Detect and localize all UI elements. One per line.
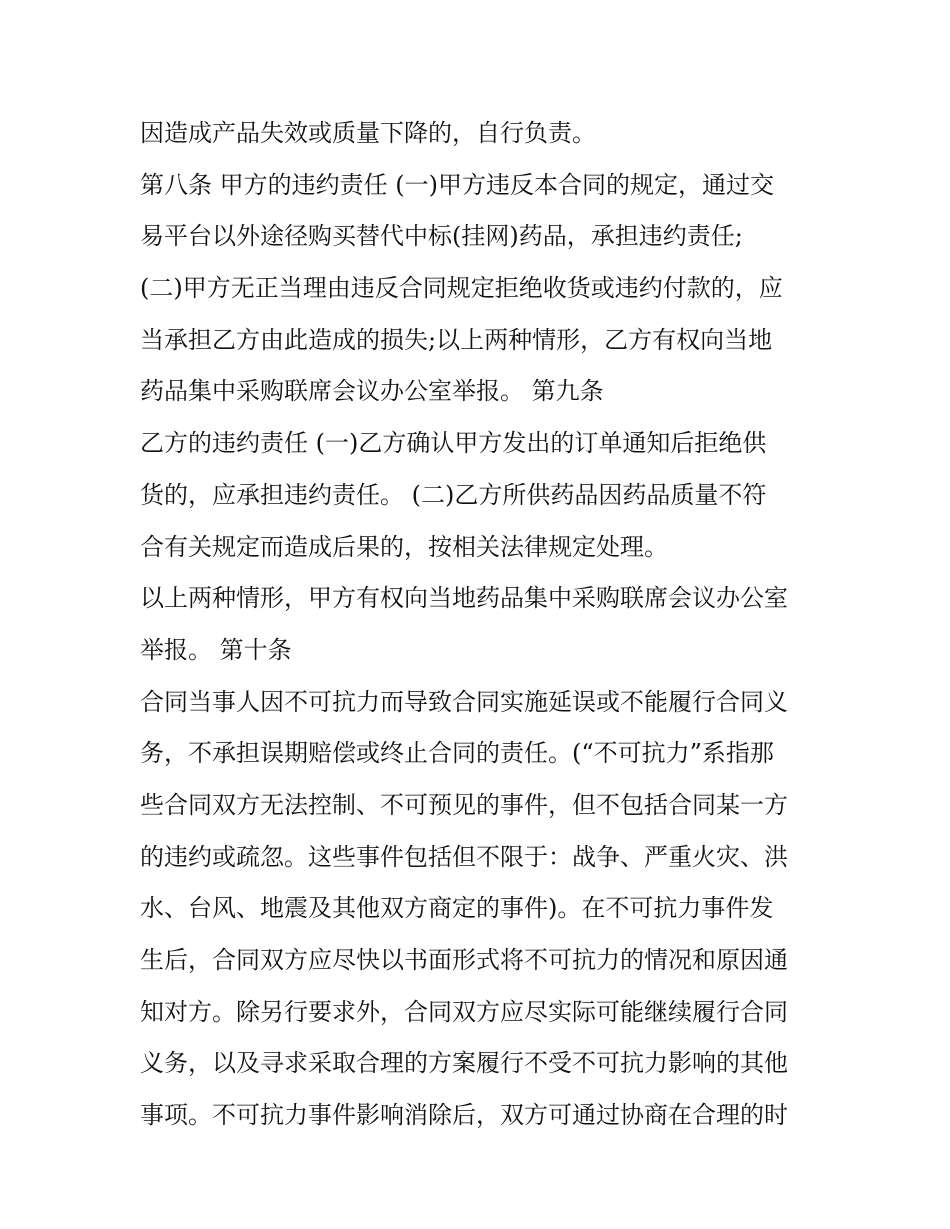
text-line: 当承担乙方由此造成的损失;以上两种情形，乙方有权向当地 [140, 325, 773, 354]
text-line: 些合同双方无法控制、不可预见的事件，但不包括合同某一方 [140, 790, 788, 819]
text-line: 的违约或疏忽。这些事件包括但不限于：战争、严重火灾、洪 [140, 842, 788, 871]
text-line: (二)甲方无正当理由违反合同规定拒绝收货或违约付款的，应 [140, 274, 783, 303]
text-line: 合同当事人因不可抗力而导致合同实施延误或不能履行合同义 [140, 687, 788, 716]
text-line: 知对方。除另行要求外，合同双方应尽实际可能继续履行合同 [140, 997, 788, 1026]
text-line: 易平台以外途径购买替代中标(挂网)药品，承担违约责任; [140, 222, 743, 251]
document-body [140, 108, 830, 1142]
text-line: 生后，合同双方应尽快以书面形式将不可抗力的情况和原因通 [140, 946, 788, 974]
text-line: 药品集中采购联席会议办公室举报。 第九条 [140, 377, 604, 406]
text-line: 举报。 第十条 [140, 635, 292, 664]
text-line: 务，不承担误期赔偿或终止合同的责任。(“不可抗力”系指那 [140, 739, 774, 768]
text-line: 货的，应承担违约责任。 (二)乙方所供药品因药品质量不符 [140, 480, 767, 509]
text-line: 第八条 甲方的违约责任 (一)甲方违反本合同的规定，通过交 [140, 170, 774, 199]
text-line: 以上两种情形，甲方有权向当地药品集中采购联席会议办公室 [140, 584, 788, 613]
text-line: 事项。不可抗力事件影响消除后，双方可通过协商在合理的时 [140, 1101, 788, 1130]
text-line: 合有关规定而造成后果的，按相关法律规定处理。 [140, 532, 668, 561]
text-line: 乙方的违约责任 (一)乙方确认甲方发出的订单通知后拒绝供 [140, 429, 767, 458]
text-line: 因造成产品失效或质量下降的，自行负责。 [140, 119, 596, 147]
text-line: 义务，以及寻求采取合理的方案履行不受不可抗力影响的其他 [140, 1049, 788, 1078]
text-line: 水、台风、地震及其他双方商定的事件)。在不可抗力事件发 [140, 894, 774, 923]
